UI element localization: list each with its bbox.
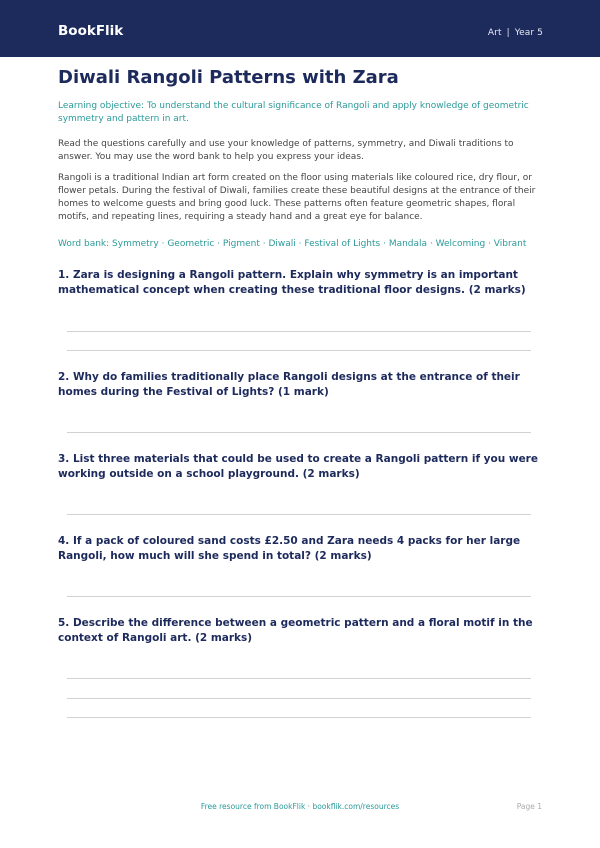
answer-line[interactable] <box>67 698 531 699</box>
subject-label: Art <box>487 28 502 38</box>
learning-objective: Learning objective: To understand the cultural significance of Rangoli and apply knowledge of geometric symmetry and pattern in art. <box>58 101 529 124</box>
answer-line[interactable] <box>67 514 531 515</box>
word-bank-item: · Mandala <box>380 239 427 249</box>
answer-line[interactable] <box>67 350 531 351</box>
word-bank <box>58 238 548 251</box>
page-header <box>0 0 600 57</box>
word-bank-item: Symmetry <box>112 239 159 249</box>
answer-line[interactable] <box>67 596 531 597</box>
answer-line[interactable] <box>67 717 531 718</box>
answer-line[interactable] <box>67 678 531 679</box>
question-4: 4. If a pack of coloured sand costs £2.50 and Zara needs 4 packs for her large Rangoli, how much will she spend in total? (2 marks) <box>58 535 521 562</box>
meta-separator: | <box>506 28 510 38</box>
question-2: 2. Why do families traditionally place Rangoli designs at the entrance of their homes during the Festival of Lights? (1 mark) <box>58 371 520 398</box>
word-bank-item: · Vibrant <box>485 239 526 249</box>
word-bank-label: Word bank: <box>58 239 110 249</box>
question-5: 5. Describe the difference between a geometric pattern and a floral motif in the context of Rangoli art. (2 marks) <box>58 617 533 644</box>
question-3: 3. List three materials that could be used to create a Rangoli pattern if you were working outside on a school playground. (2 marks) <box>58 453 538 480</box>
word-bank-item: · Pigment <box>214 239 260 249</box>
answer-line[interactable] <box>67 432 531 433</box>
brand-logo: BookFlik <box>58 23 124 39</box>
word-bank-item: · Festival of Lights <box>296 239 380 249</box>
question-1: 1. Zara is designing a Rangoli pattern. Explain why symmetry is an important mathematical concept when creating these traditional floor designs. (2 marks) <box>58 269 526 296</box>
page-number: Page 1 <box>516 802 542 811</box>
word-bank-item: · Diwali <box>260 239 296 249</box>
year-label: Year 5 <box>514 28 543 38</box>
context-paragraph: Rangoli is a traditional Indian art form created on the floor using materials like coloured rice, dry flour, or flower petals. During the festival of Diwali, families create these beautiful designs at the entrance of their homes to welcome guests and bring good luck. These patterns often feature geometric shapes, floral motifs, and repeating lines, requiring a steady hand and a great eye for balance. <box>58 173 536 222</box>
word-bank-item: · Geometric <box>159 239 215 249</box>
instructions: Read the questions carefully and use your knowledge of patterns, symmetry, and Diwali traditions to answer. You may use the word bank to help you express your ideas. <box>58 139 514 162</box>
answer-line[interactable] <box>67 331 531 332</box>
page-title: Diwali Rangoli Patterns with Zara <box>58 67 399 88</box>
word-bank-item: · Welcoming <box>427 239 485 249</box>
worksheet-meta <box>488 28 543 38</box>
footer-resource-link[interactable]: Free resource from BookFlik · bookflik.com/resources <box>200 802 400 811</box>
